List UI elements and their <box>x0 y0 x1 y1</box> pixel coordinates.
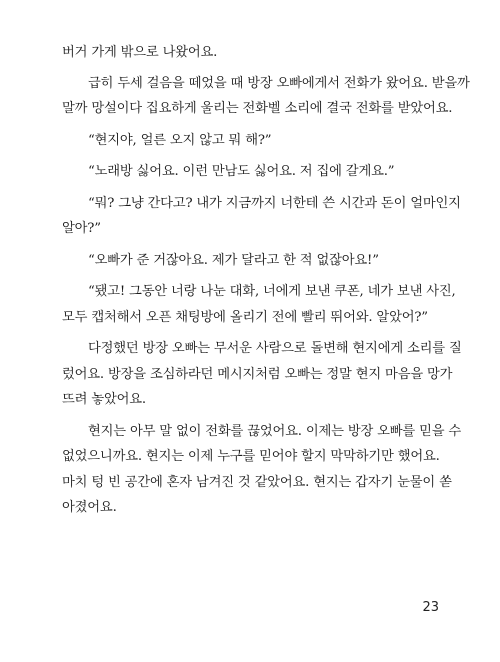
paragraph <box>62 279 456 330</box>
paragraph <box>62 248 446 274</box>
text-line: “됐고! 그동안 너랑 나눈 대화, 너에게 보낸 쿠폰, 네가 보낸 사진, <box>88 284 456 299</box>
text-line: 현지는 아무 말 없이 전화를 끊었어요. 이제는 방장 오빠를 믿을 수 <box>88 423 462 439</box>
paragraph <box>62 419 462 521</box>
text-line: 말까 망설이다 집요하게 울리는 전화벨 소리에 결국 전화를 받았어요. <box>62 101 453 116</box>
text-line: “현지야, 얼른 오지 않고 뭐 해?” <box>88 132 272 148</box>
text-line: “뭐? 그냥 간다고? 내가 지금까지 너한테 쓴 시간과 돈이 얼마인지 <box>88 195 461 211</box>
text-line: “노래방 싫어요. 이런 만남도 싫어요. 저 집에 갈게요.” <box>88 164 395 179</box>
paragraph <box>62 40 446 66</box>
paragraph <box>62 191 461 242</box>
text-line: 알아?” <box>62 221 101 236</box>
text-line: 뜨려 놓았어요. <box>62 392 146 407</box>
text-line: “오빠가 준 거잖아요. 제가 달라고 한 적 없잖아요!” <box>88 252 379 268</box>
paragraph <box>62 71 470 122</box>
paragraph <box>62 128 446 154</box>
text-line: 다정했던 방장 오빠는 무서운 사람으로 돌변해 현지에게 소리를 질 <box>88 341 462 356</box>
text-line: 모두 캡처해서 오픈 채팅방에 올리기 전에 빨리 뛰어와. 알았어?” <box>62 309 428 325</box>
body-text <box>62 40 470 527</box>
text-line: 급히 두세 걸음을 떼었을 때 방장 오빠에게서 전화가 왔어요. 받을까 <box>88 75 470 91</box>
text-line: 없었으니까요. 현지는 이제 누구를 믿어야 할지 막막하기만 했어요. <box>62 449 440 464</box>
paragraph <box>62 336 462 413</box>
text-line: 버거 가게 밖으로 나왔어요. <box>62 45 218 60</box>
text-line: 아졌어요. <box>62 500 117 515</box>
page-number: 23 <box>422 600 439 615</box>
text-line: 렀어요. 방장을 조심하라던 메시지처럼 오빠는 정말 현지 마음을 망가 <box>62 366 453 382</box>
paragraph <box>62 159 446 185</box>
text-line: 마치 텅 빈 공간에 혼자 남겨진 것 같았어요. 현지는 갑자기 눈물이 쏟 <box>62 474 452 490</box>
